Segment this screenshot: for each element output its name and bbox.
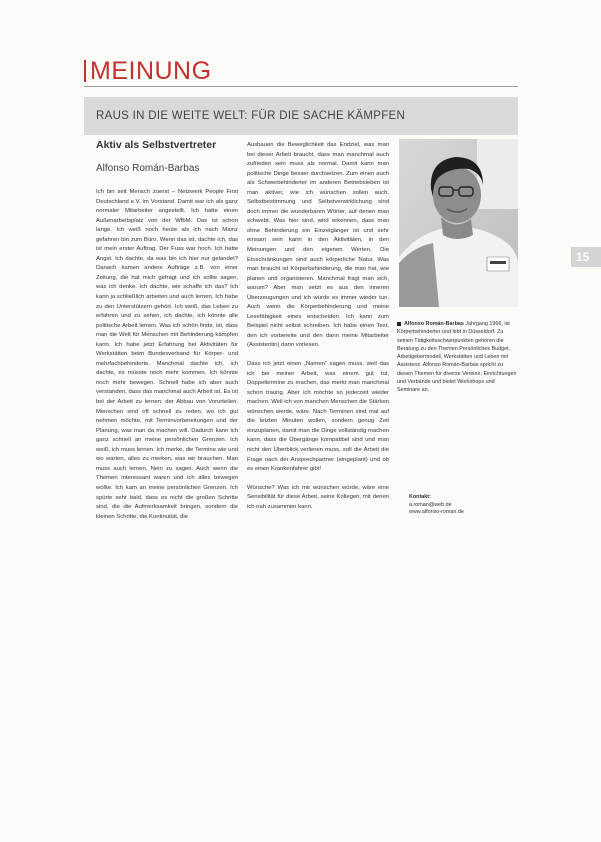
article-headline: RAUS IN DIE WEITE WELT: FÜR DIE SACHE KÄMPFEN [96,110,406,122]
article-author: Alfonso Román-Barbas [96,163,200,174]
column-2-paragraph-3: Wünsche? Was ich mir wünschen würde, wäre eine Sensibilität für diese Arbeit, seine Kollegen, mit denen ich nah zusammen kann. [247,484,389,510]
page-number: 15 [576,250,590,264]
article-column-1 [96,139,238,734]
column-1-text: Ich bin seit Mensch zuerst – Netzwerk People First Deutschland e.V. im Vorstand. Damit war ich als ganz normaler Mitarbeiter angestellt. Ich hatte einen Außenarbeitsplatz von der WfbM. Das ist schon lange. Ich weiß noch heute als ich nach Mainz gefahren bin zum Büro. Wenn das ist, dachte ich, das ist mein erster Auftrag. Der Fuss war hoch. Ich hatte Angst. Ich dachte, da was bin ich hier nur gelandet? Danach kamen andere Aufträge z.B. von einer Zeitung, die hat mich gefragt und ich sollte sagen, was ich denke. Ich dachte, wie schaffe ich das? Ich kann ja schließlich arbeiten und auch lernen. Ich habe zu den Unterstützern gehört. Ich weiß, das Leben zu erfahren und zu sehen, ich dachte, ich könnte alle politische Arbeit lernen. Was ich schön finde, ist, dass man die Welt für Menschen mit Behinderung kämpfen kann. Ich habe jetzt Erfahrung bei Aktivitäten für Werkstätten beim Bundesverband für Körper- und mehrfachbehinderte. Manchmal dachte ich, ich dachte, es müsste noch mehr kommen. Ich könnte noch mehr bewegen. Schnell habe ich aber auch verstanden, dass das manchmal auch Arbeit ist. Es ist bei der Arbeit zu lernen: der Abbau von Vorurteilen. Menschen sind oft schnell zu reden, wo ich gut nehmen möchte, mit Terminvorbereitungen und der Planung, was man da machen will. Dadurch kann ich ganz schnell an meine persönlichen Grenzen. Ich weiß, ich muss lernen. Ich merke, die Termine wie und wo warten, alles zu merken, was wir brauchen. Man muss auch lernen, Nein zu sagen. Auch wenn die Themen interessant waren und ich alles bewegen wollte. Ich kam an meine persönlichen Grenzen. Ich spürte sehr bald, dass es nicht die großen Schritte sind, die die Aufmerksamkeit bringen, sondern die kleinen Schritte, die Kontinuität, die [96,189,238,520]
article-column-2 [247,141,389,521]
rubric-title: MEINUNG [90,57,212,85]
caption-author-name: Alfonso Román-Barbas [404,321,464,327]
contact-box [409,494,519,517]
rubric-divider [84,86,518,87]
author-photo [399,139,518,307]
article-subheading: Aktiv als Selbstvertreter [96,139,217,151]
caption-text: Jahrgang 1966, ist Körperbehinderter und lebt in Düsseldorf. Zu seinen Tätigkeitsschwerpunkten gehören die Beratung zu den Themen Persönliches Budget, Arbeitgebermodell, Werkstätten und Leben mit Assistenz. Alfonso Román-Barbas spricht zu diesen Themen für diverse Vereine, Einrichtungen und Verbände und bietet Workshops und Seminare an. [397,321,517,394]
column-2-paragraph-1: Ausbauen die Beweglichkeit das Endziel, was man bei dieser Arbeit braucht, dass man manchmal auch zufrieden sein muss als normal. Damit kann man politische Dinge besser durchsetzen. Zum einen auch als Schwerbehinderter im anderen Betriebsleben ist man aktiver, wie ich wünschen sollen auch. Selbstbestimmung und Selbstverwirklichung sind doch immer die wunderbaren Wörter, auf denen man schwebt. Was hier sind, wird erkennen, dass man ohne Behinderung ein Einzelgänger ist und sehr einsam sein kann in den Aktivitäten, in den Meinungen und den eigenen Werten. Die Einschränkungen sind auch körperliche Natur. Was man braucht ist Körperbehinderung, die man hat, wie planen und organisieren. Manchmal fragt man sich, warum? Aber man setzt es aus den inneren Überzeugungen und ich würde es immer wieder tun. Auch wenn die Körperbehinderung und meine Lesefähigkeit eines entscheiden. Ich kann zum Beispiel nicht selbst schreiben. Ich habe einen Text, den ich vorbereite und den dann meine Mitarbeiter (Assistentin) dann vorlesen. [247,142,389,349]
contact-website[interactable]: www.alfonso-roman.de [409,509,464,515]
bullet-icon [397,322,401,326]
author-bio-caption [397,320,519,395]
author-portrait-image [399,139,518,307]
contact-email[interactable]: a.roman@web.de [409,501,452,508]
contact-label: Kontakt: [409,494,431,500]
column-2-paragraph-2: Dass ich jetzt einen „Namen“ sagen muss, weil das ich bei meiner Arbeit, was einem gut tut, Doppeltermine zu machen, das merkt man manchmal schon traurig. Aber ich möchte so jederzeit wieder machen. Weil ich von manchen Menschen die Stärken wünschen werde, wäre. Nach Terminen sind mal auf die letzten Minuten wollen, sondern genug Zeit einzuplanen, damit man die Dinge vollständig machen kann, dass die Übergänge kompatibel sind und man nicht den Überblick verlieren muss, soll die Arbeit die Frage nach der Ansprechpartner (eingeplant) und ob es einen Krankenfahrer gibt! [247,361,389,473]
rubric-accent-bar [84,60,86,82]
